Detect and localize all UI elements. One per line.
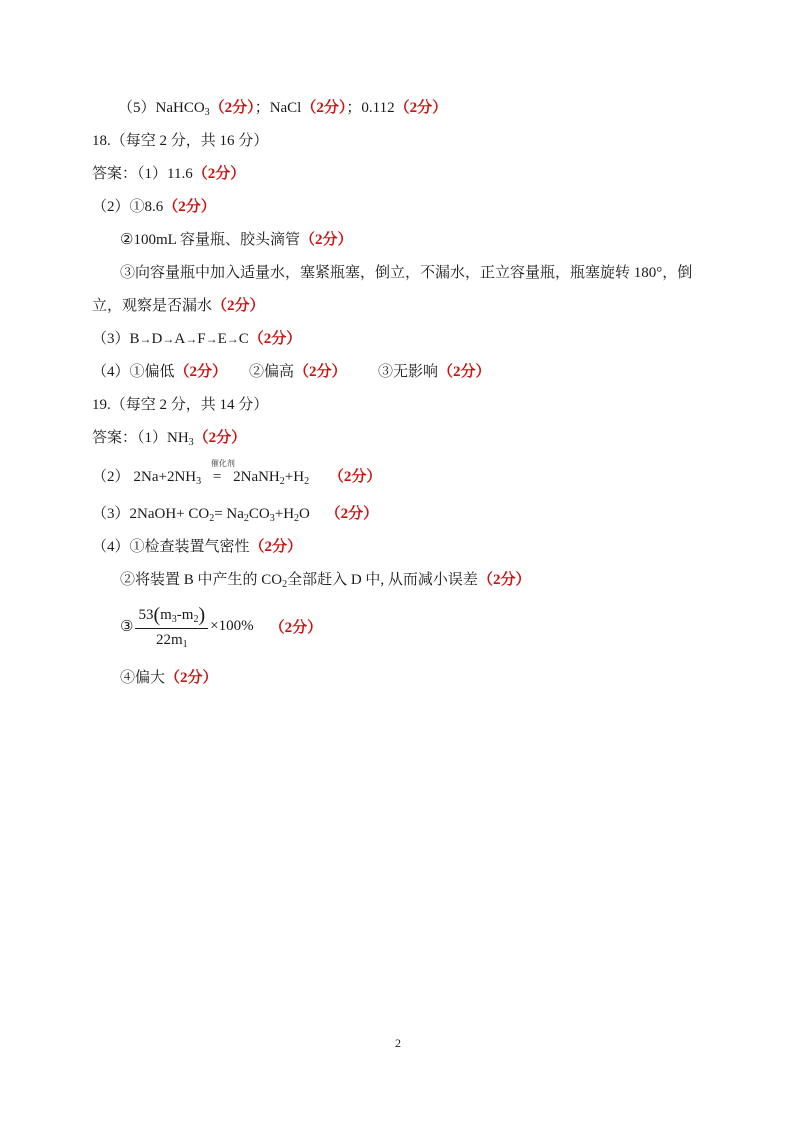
- q19-answer-4-4: ④偏大（2分）: [120, 670, 218, 686]
- answer-17-5: （5）NaHCO$_3$（2分）；NaCl（2分）；0.112（2分）: [118, 100, 448, 118]
- q19-answer-4-3: ③ $\frac{53(m_3-m_2)}{22m_1}$ ×100% （2分）: [120, 604, 323, 650]
- q19-answer-4-2: ②将装置 B 中产生的 $CO_2$全部赶入 D 中, 从而减小误差（2分）: [120, 572, 531, 590]
- q18-answer-3: （3）B→D→A→F→E→C（2分）: [92, 331, 302, 347]
- q18-answer-2-3-line2: 立，观察是否漏水（2分）: [92, 298, 265, 314]
- q18-header: 18.（每空 2 分，共 16 分）: [92, 133, 269, 149]
- q19-header: 19.（每空 2 分，共 14 分）: [92, 397, 269, 413]
- q18-answer-2-2: ②100mL 容量瓶、胶头滴管（2分）: [120, 232, 353, 248]
- q18-answer-4: （4）①偏低（2分）: [92, 364, 228, 380]
- q19-answer-4-1: （4）①检查装置气密性（2分）: [92, 539, 303, 555]
- q19-equation-2: （2） $2Na+2NH_3$ 催化剂 = $2NaNH_2+H_2$ （2分）: [92, 459, 382, 487]
- page-number: 2: [395, 1036, 401, 1050]
- q19-equation-3: （3）2NaOH+ $CO_2= Na_2CO_3+H_2O$ （2分）: [92, 506, 379, 524]
- q19-answer-1: 答案：$(1)NH_3(2$分）: [92, 430, 247, 448]
- q18-answer-1: 答案：（1）11.6（2分）: [92, 166, 246, 182]
- q18-answer-4-3: ③无影响（2分）: [378, 364, 491, 380]
- q18-answer-4-2: ②偏高（2分）: [249, 364, 347, 380]
- q18-answer-2-1: （2）①8.6（2分）: [92, 199, 216, 215]
- yield-fraction: $\frac{53(m_3-m_2)}{22m_1}$: [135, 604, 208, 649]
- q18-answer-2-3-line1: ③向容量瓶中加入适量水，塞紧瓶塞，倒立，不漏水，正立容量瓶，瓶塞旋转 180°，倒: [120, 265, 693, 281]
- catalyst-equals: 催化剂 =: [210, 459, 235, 485]
